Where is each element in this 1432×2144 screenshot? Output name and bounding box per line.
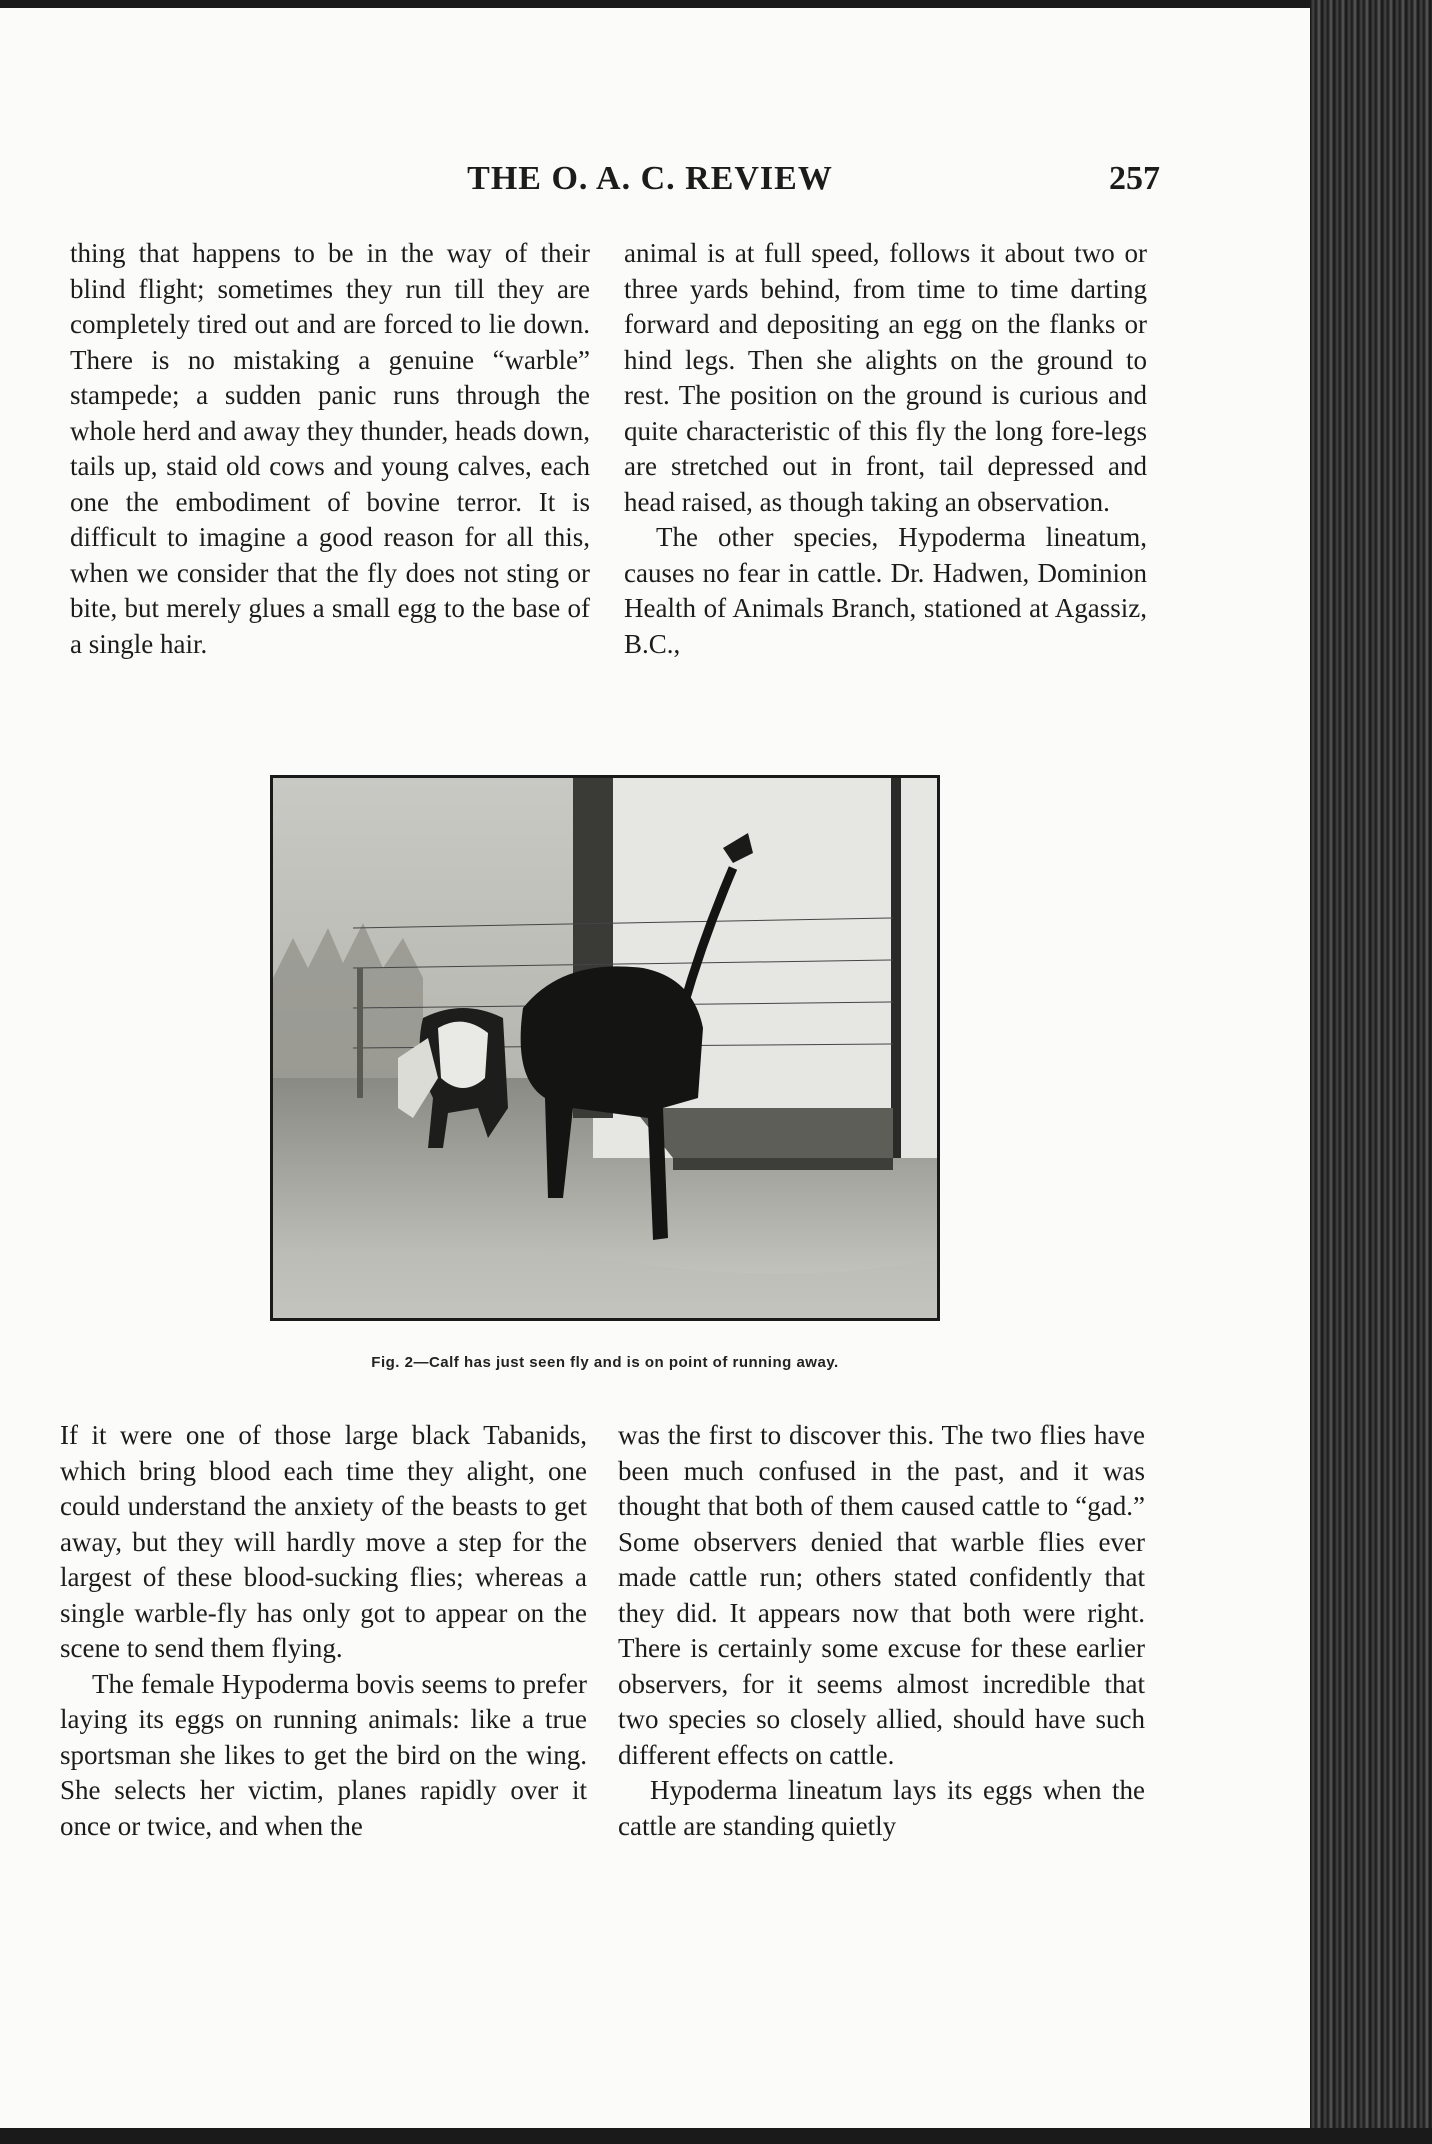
figure-photo-calves-at-barn xyxy=(270,775,940,1321)
bottom-left-column xyxy=(60,1418,587,1978)
paragraph: was the first to discover this. The two flies have been much confused in the past, and it was thought that both of them caused cattle to “gad.” Some observers denied that warble flies ever made cattle run; others stated confidently that they did. It appears now that both were right. There is certainly some excuse for these earlier observers, for it seems almost incredible that two species so closely allied, should have such different effects on cattle. xyxy=(618,1420,1145,1770)
paragraph: If it were one of those large black Tabanids, which bring blood each time they alight, one could understand the anxiety of the beasts to get away, but they will hardly move a step for the largest of these blood-sucking flies; whereas a single warble-fly has only got to appear on the scene to send them flying. xyxy=(60,1420,587,1663)
top-left-column xyxy=(70,236,590,746)
scan-bottom-edge xyxy=(0,2128,1432,2144)
paragraph: animal is at full speed, follows it about two or three yards behind, from time to time darting forward and depositing an egg on the flanks or hind legs. Then she alights on the ground to rest. The position on the ground is curious and quite characteristic of this fly the long fore-legs are stretched out in front, tail depressed and head raised, as though taking an observation. xyxy=(624,238,1147,517)
figure-caption: Fig. 2—Calf has just seen fly and is on point of running away. xyxy=(371,1354,839,1371)
bottom-right-column xyxy=(618,1418,1145,1978)
paragraph: thing that happens to be in the way of their blind flight; sometimes they run till they are completely tired out and are forced to lie down. There is no mistaking a genuine “warble” stampede; a sudden panic runs through the whole herd and away they thunder, heads down, tails up, staid old cows and young calves, each one the embodiment of bovine terror. It is difficult to imagine a good reason for all this, when we consider that the fly does not sting or bite, but merely glues a small egg to the base of a single hair. xyxy=(70,238,591,659)
paragraph: Hypoderma lineatum lays its eggs when the cattle are standing quietly xyxy=(618,1775,1145,1841)
journal-title: THE O. A. C. REVIEW xyxy=(467,160,833,197)
photo-illustration xyxy=(273,778,937,1318)
paragraph: The other species, Hypoderma lineatum, causes no fear in cattle. Dr. Hadwen, Dominion Health of Animals Branch, stationed at Agassiz, B.C., xyxy=(624,522,1147,659)
book-page-edges xyxy=(1310,0,1432,2144)
top-right-column xyxy=(624,236,1147,746)
scan-top-edge xyxy=(0,0,1432,8)
running-head xyxy=(60,160,1160,210)
page-number: 257 xyxy=(1109,160,1160,197)
paragraph: The female Hypoderma bovis seems to prefer laying its eggs on running animals: like a true sportsman she likes to get the bird on the wing. She selects her victim, planes rapidly over it once or twice, and when the xyxy=(60,1668,587,1841)
